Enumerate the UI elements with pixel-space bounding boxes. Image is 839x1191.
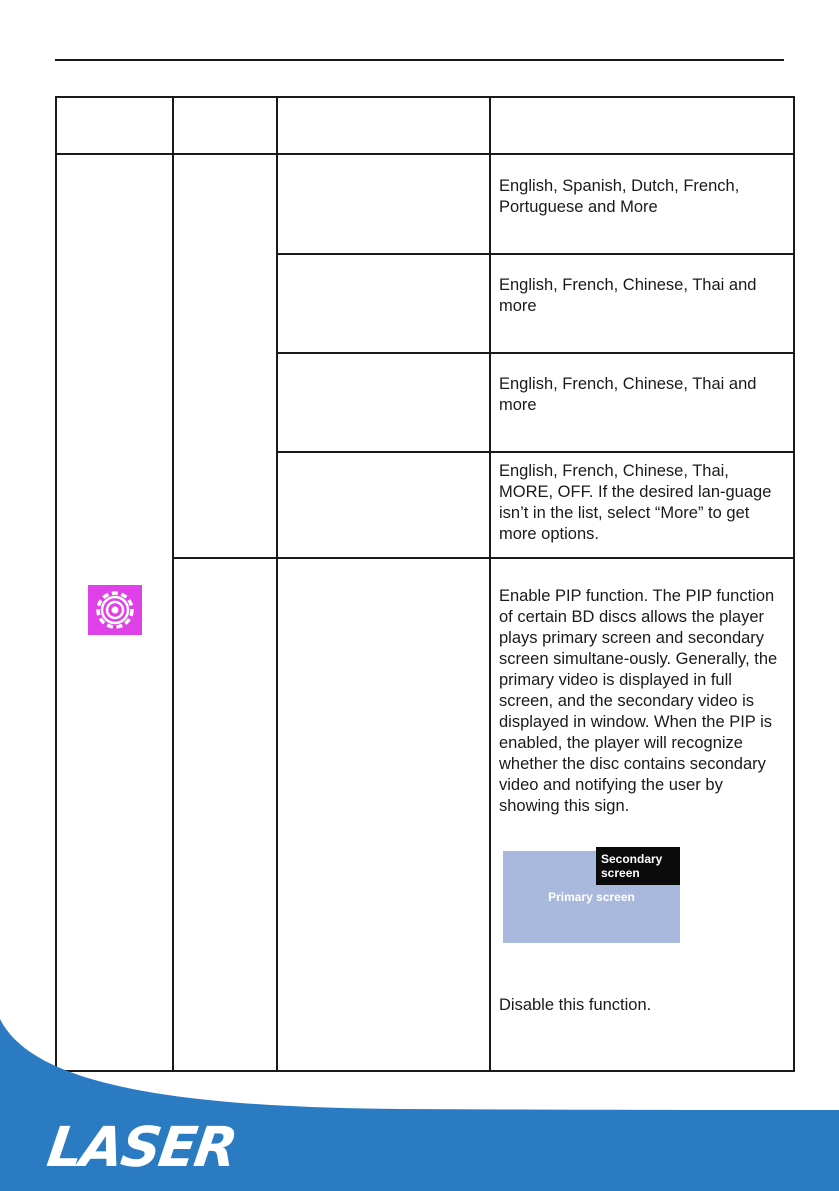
header-cell-4 xyxy=(490,97,794,154)
language-option-description: English, Spanish, Dutch, French, Portuguese and More xyxy=(490,154,794,254)
language-option-description: English, French, Chinese, Thai and more xyxy=(490,353,794,452)
language-option-description: English, French, Chinese, Thai and more xyxy=(490,254,794,353)
language-option-cell xyxy=(277,452,490,558)
pip-enable-description: Enable PIP function. The PIP function of certain BD discs allows the player plays primary screen and secondary screen simultane-ously. Generally, the primary video is displayed in full screen, and the secondary video is displayed in window. When the PIP is enabled, the player will recognize whether the disc contains secondary video and notifying the user by showing this sign. xyxy=(499,587,778,815)
header-cell-1 xyxy=(56,97,173,154)
primary-screen-label: Primary screen xyxy=(548,889,635,904)
pip-illustration xyxy=(503,847,680,943)
table-header-row xyxy=(56,97,794,154)
top-rule xyxy=(55,59,784,61)
language-category-cell xyxy=(173,154,277,558)
language-option-description: English, French, Chinese, Thai, MORE, OFF. If the desired lan-guage isn’t in the list, select “More” to get more options. xyxy=(490,452,794,558)
pip-category-cell xyxy=(173,558,277,1071)
table-row xyxy=(56,154,794,254)
brand-logo: LASER xyxy=(43,1115,240,1179)
settings-icon-cell xyxy=(56,154,173,1071)
gear-icon xyxy=(88,585,142,635)
secondary-screen-box: Secondary screen xyxy=(596,847,680,885)
settings-table xyxy=(55,96,795,1072)
pip-option-cell xyxy=(277,558,490,1071)
header-cell-3 xyxy=(277,97,490,154)
language-option-cell xyxy=(277,154,490,254)
header-cell-2 xyxy=(173,97,277,154)
language-option-cell xyxy=(277,353,490,452)
pip-description-cell xyxy=(490,558,794,1071)
language-option-cell xyxy=(277,254,490,353)
pip-disable-description: Disable this function. xyxy=(499,996,652,1014)
